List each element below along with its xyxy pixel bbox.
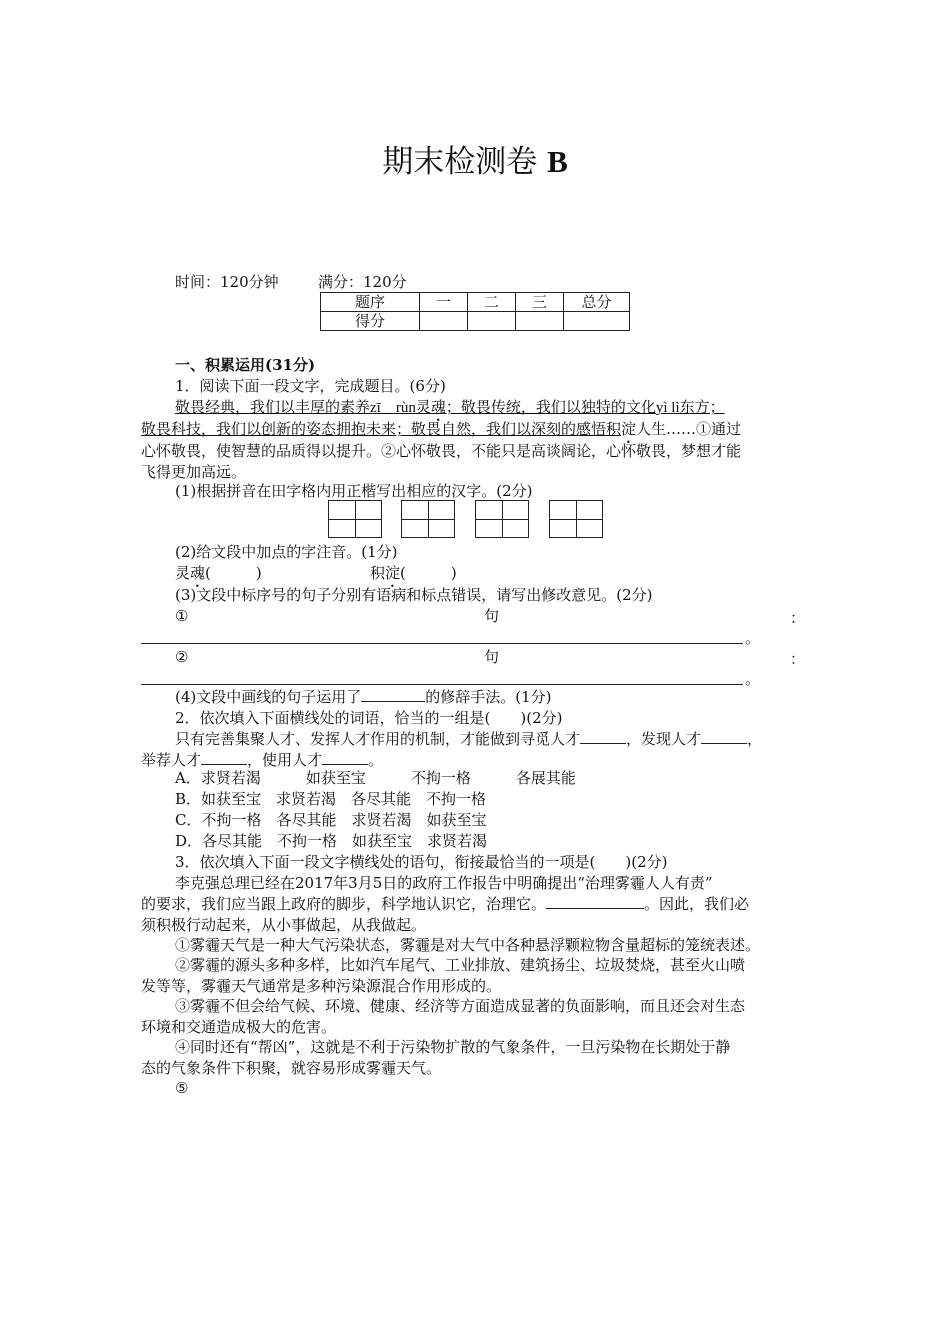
score-cell-header: 总分	[564, 293, 630, 312]
q3-sentence-2b: 发等等，雾霾天气通常是多种污染源混合作用形成的。	[141, 977, 502, 995]
title-letter: B	[547, 144, 568, 179]
q2-option-c[interactable]: C．不拘一格 各尽其能 求贤若渴 如获至宝	[175, 811, 487, 829]
section-heading: 一、积累运用(31分)	[175, 356, 316, 374]
q3-line2	[141, 894, 749, 914]
q2-stem: 2．依次填入下面横线处的词语，恰当的一组是( )(2分)	[175, 709, 563, 727]
blank-line[interactable]	[546, 894, 644, 909]
blank-line[interactable]	[701, 729, 747, 744]
answer-period: 。	[745, 629, 761, 647]
q1-sub3: (3)文段中标序号的句子分别有语病和标点错误，请写出修改意见。(2分)	[175, 586, 653, 604]
answer-line[interactable]	[141, 684, 743, 685]
sub2-char: 积	[370, 564, 386, 582]
q3-line3: 须积极行动起来，从小事做起，从我做起。	[141, 916, 427, 934]
q3-text: 的要求，我们应当跟上政府的脚步，科学地认识它，治理它。	[141, 895, 547, 913]
passage-text: 东方；	[679, 398, 725, 416]
blank-line[interactable]	[322, 750, 368, 765]
sub2-char: 灵	[175, 564, 191, 582]
exam-time: 时间：120分钟	[175, 273, 279, 291]
q3-line1: 李克强总理已经在2017年3月5日的政府工作报告中明确提出“治理雾霾人人有责”	[175, 874, 713, 892]
answer-number: ②	[175, 648, 189, 666]
score-cell-empty[interactable]	[420, 312, 468, 331]
q2-text: ，使用人才	[247, 751, 323, 769]
passage-text: 敬畏经典，我们以丰厚的素养	[175, 398, 371, 416]
tianzi-grid[interactable]	[401, 500, 455, 538]
dotted-char: 魂	[430, 398, 446, 416]
q1-sub2: (2)给文段中加点的字注音。(1分)	[175, 543, 398, 561]
q2-text: ，发现人才	[626, 730, 702, 748]
score-cell-header: 二	[468, 293, 516, 312]
blank-line[interactable]	[201, 750, 247, 765]
score-cell-label: 得分	[321, 312, 420, 331]
q2-option-a[interactable]: A．求贤若渴 如获至宝 不拘一格 各展其能	[175, 769, 576, 787]
q2-text: ，	[747, 730, 763, 748]
exam-full-score: 满分：120分	[318, 273, 407, 291]
sub4-text: (4)文段中画线的句子运用了	[175, 688, 362, 706]
passage-text: ；敬畏传统，我们以独特的文化	[445, 398, 656, 416]
score-cell-empty[interactable]	[564, 312, 630, 331]
q2-text: 只有完善集聚人才、发挥人才作用的机制，才能做到寻觅人才	[175, 730, 581, 748]
tianzi-grid[interactable]	[475, 500, 529, 538]
answer-period: 。	[745, 670, 761, 688]
q1-sub1: (1)根据拼音在田字格内用正楷写出相应的汉字。(2分)	[175, 482, 533, 500]
q3-stem: 3．依次填入下面一段文字横线处的语句，衔接最恰当的一项是( )(2分)	[175, 853, 668, 871]
q3-sentence-4a: ④同时还有“帮凶”，这就是不利于污染物扩散的气象条件，一旦污染物在长期处于静	[175, 1038, 731, 1056]
score-cell-empty[interactable]	[516, 312, 564, 331]
answer-colon: ：	[790, 650, 806, 668]
tianzi-grid[interactable]	[549, 500, 603, 538]
answer-paren[interactable]: ( )	[400, 564, 457, 582]
pinyin-ziran: zī rùn	[370, 400, 416, 416]
dotted-char: 淀	[621, 420, 637, 438]
q3-sentence-5: ⑤	[175, 1079, 189, 1097]
score-table-header-row	[321, 293, 630, 312]
dotted-char: 魂	[190, 564, 206, 582]
answer-paren[interactable]: ( )	[205, 564, 262, 582]
pinyin-yili: yì lì	[655, 400, 680, 416]
q3-sentence-3a: ③雾霾不但会给气候、环境、健康、经济等方面造成显著的负面影响，而且还会对生态	[175, 997, 746, 1015]
q2-text: 。	[368, 751, 384, 769]
q3-text: 。因此，我们必	[644, 895, 750, 913]
blank-line[interactable]	[361, 687, 425, 702]
q2-option-d[interactable]: D．各尽其能 不拘一格 如获至宝 求贤若渴	[175, 832, 488, 850]
answer-sentence-label: 句	[484, 648, 500, 666]
score-cell-header: 一	[420, 293, 468, 312]
score-cell-header: 题序	[321, 293, 420, 312]
answer-sentence-label: 句	[484, 607, 500, 625]
q2-option-b[interactable]: B．如获至宝 求贤若渴 各尽其能 不拘一格	[175, 790, 487, 808]
q1-stem: 1．阅读下面一段文字，完成题目。(6分)	[175, 377, 446, 395]
q2-line1	[175, 729, 762, 749]
tianzi-grid[interactable]	[328, 500, 382, 538]
passage-text: 人生……①通过	[636, 420, 742, 438]
title-text: 期末检测卷	[382, 144, 538, 180]
q2-text: 举荐人才	[141, 751, 202, 769]
score-table	[320, 292, 630, 331]
passage-text: 灵	[415, 398, 431, 416]
q1-sub4	[175, 687, 552, 707]
answer-line[interactable]	[141, 643, 743, 644]
score-cell-empty[interactable]	[468, 312, 516, 331]
score-table-value-row	[321, 312, 630, 331]
answer-colon: ：	[790, 609, 806, 627]
q3-sentence-2a: ②雾霾的源头多种多样，比如汽车尾气、工业排放、建筑扬尘、垃圾焚烧，甚至火山喷	[175, 956, 746, 974]
answer-number: ①	[175, 607, 189, 625]
passage-text: 敬畏科技，我们以创新的姿态拥抱未来；敬畏自然，我们以深刻的感悟积	[141, 420, 622, 438]
q3-sentence-4b: 态的气象条件下积聚，就容易形成雾霾天气。	[141, 1059, 442, 1077]
q1-passage-line3: 心怀敬畏，使智慧的品质得以提升。②心怀敬畏，不能只是高谈阔论，心怀敬畏，梦想才能	[141, 442, 742, 460]
page-title	[0, 142, 950, 182]
q3-sentence-3b: 环境和交通造成极大的危害。	[141, 1018, 337, 1036]
q3-sentence-1: ①雾霾天气是一种大气污染状态，雾霾是对大气中各种悬浮颗粒物含量超标的笼统表述。	[175, 936, 761, 954]
dotted-char: 淀	[385, 564, 401, 582]
q1-passage-line4: 飞得更加高远。	[141, 463, 247, 481]
sub4-text: 的修辞手法。(1分)	[425, 688, 552, 706]
blank-line[interactable]	[580, 729, 626, 744]
q2-line2	[141, 750, 383, 770]
score-cell-header: 三	[516, 293, 564, 312]
